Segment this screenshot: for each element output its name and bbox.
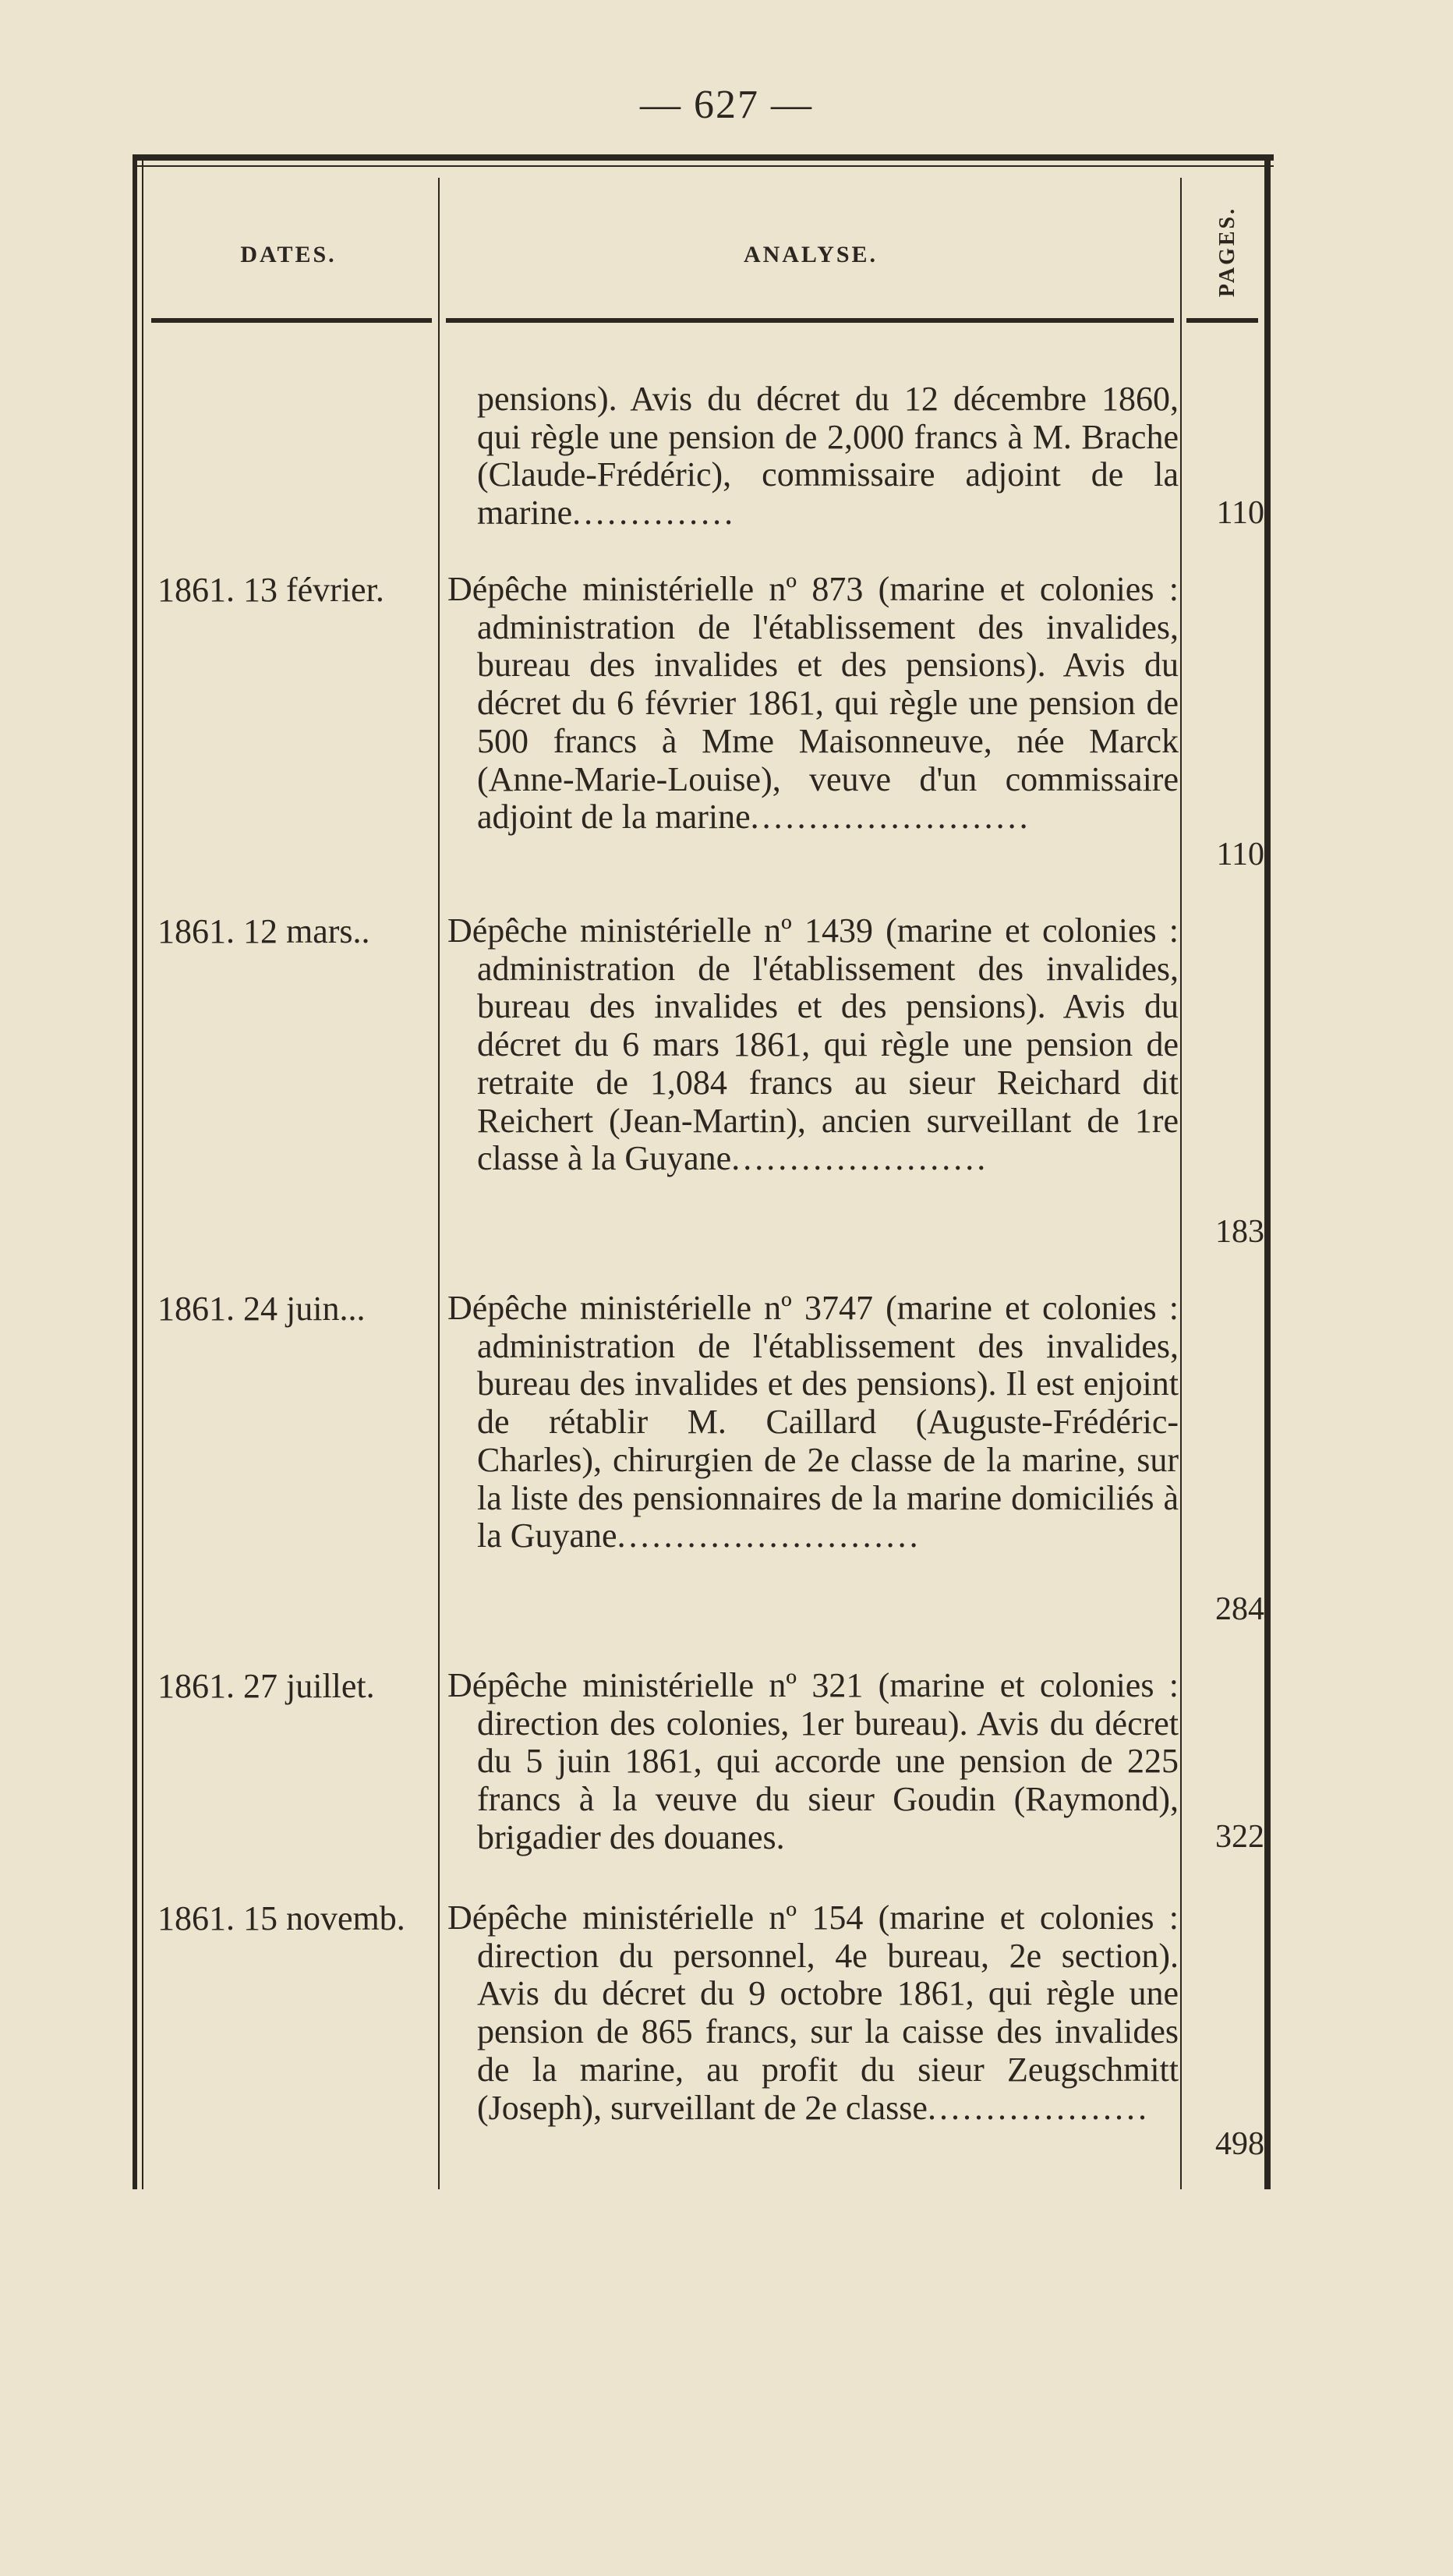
header-dates: DATES. (240, 242, 337, 267)
date-col-divider (438, 178, 440, 2189)
entry-page: 110 (1216, 837, 1264, 872)
entry-analysis: Dépêche ministérielle nº 1439 (marine et colonies : administration de l'établissement des invalides, bureau des invalides et des pensions). Avis du décret du 6 mars 1861, qui règle une pension de retraite de 1,084 francs au sieur Reichard dit Reichert (Jean-Martin), ancien surveillant de 1re classe à la Guyane...................... (447, 911, 1179, 1178)
entry-analysis: pensions). Avis du décret du 12 décembre 1860, qui règle une pension de 2,000 francs à M. Brache (Claude-Frédéric), commissaire adjoint de la marine.............. (477, 380, 1179, 533)
entry-page: 322 (1215, 1819, 1264, 1855)
entry-analysis: Dépêche ministérielle nº 873 (marine et colonies : administration de l'établissement des invalides, bureau des invalides et des pensions). Avis du décret du 6 février 1861, qui règle une pension de 500 francs à Mme Maisonneuve, née Marck (Anne-Marie-Louise), veuve d'un commissaire adjoint de la marine........................ (447, 570, 1179, 837)
entry-date: 1861. 13 février. (157, 571, 384, 609)
header-rule (151, 318, 432, 323)
entry-analysis: Dépêche ministérielle nº 3747 (marine et colonies : administration de l'établissement des invalides, bureau des invalides et des pensions). Il est enjoint de rétablir M. Caillard (Auguste-Frédéric-Charles), chirurgien de 2e classe de la marine, sur la liste des pensionnaires de la marine domiciliés à la Guyane.......................... (447, 1289, 1179, 1555)
entry-date: 1861. 12 mars.. (157, 912, 370, 950)
top-rule (133, 154, 1274, 161)
entry-date: 1861. 27 juillet. (157, 1667, 375, 1705)
left-border (133, 154, 137, 2189)
left-border-thin (142, 154, 143, 2189)
entry-page: 498 (1215, 2126, 1264, 2162)
top-rule-thin (133, 165, 1274, 167)
page-number: — 627 — (640, 83, 813, 127)
entry-page: 183 (1215, 1214, 1264, 1250)
entry-analysis: Dépêche ministérielle nº 321 (marine et colonies : direction des colonies, 1er bureau). Avis du décret du 5 juin 1861, qui accorde une pension de 225 francs à la veuve du sieur Goudin (Raymond), brigadier des douanes. (447, 1666, 1179, 1856)
entry-date: 1861. 24 juin... (157, 1290, 366, 1328)
index-table (133, 154, 1274, 2189)
entry-page: 284 (1215, 1591, 1264, 1627)
analysis-col-divider (1180, 178, 1182, 2189)
header-pages: PAGES. (1215, 206, 1239, 298)
entry-date: 1861. 15 novemb. (157, 1899, 405, 1937)
header-analyse: ANALYSE. (743, 242, 879, 267)
right-border (1264, 154, 1271, 2189)
entry-page: 110 (1216, 495, 1264, 531)
header-rule (446, 318, 1174, 323)
entry-analysis: Dépêche ministérielle nº 154 (marine et colonies : direction du personnel, 4e bureau, 2e section). Avis du décret du 9 octobre 1861, qui règle une pension de 865 francs, sur la caisse des invalides de la marine, au profit du sieur Zeugschmitt (Joseph), surveillant de 2e classe................... (447, 1898, 1179, 2127)
